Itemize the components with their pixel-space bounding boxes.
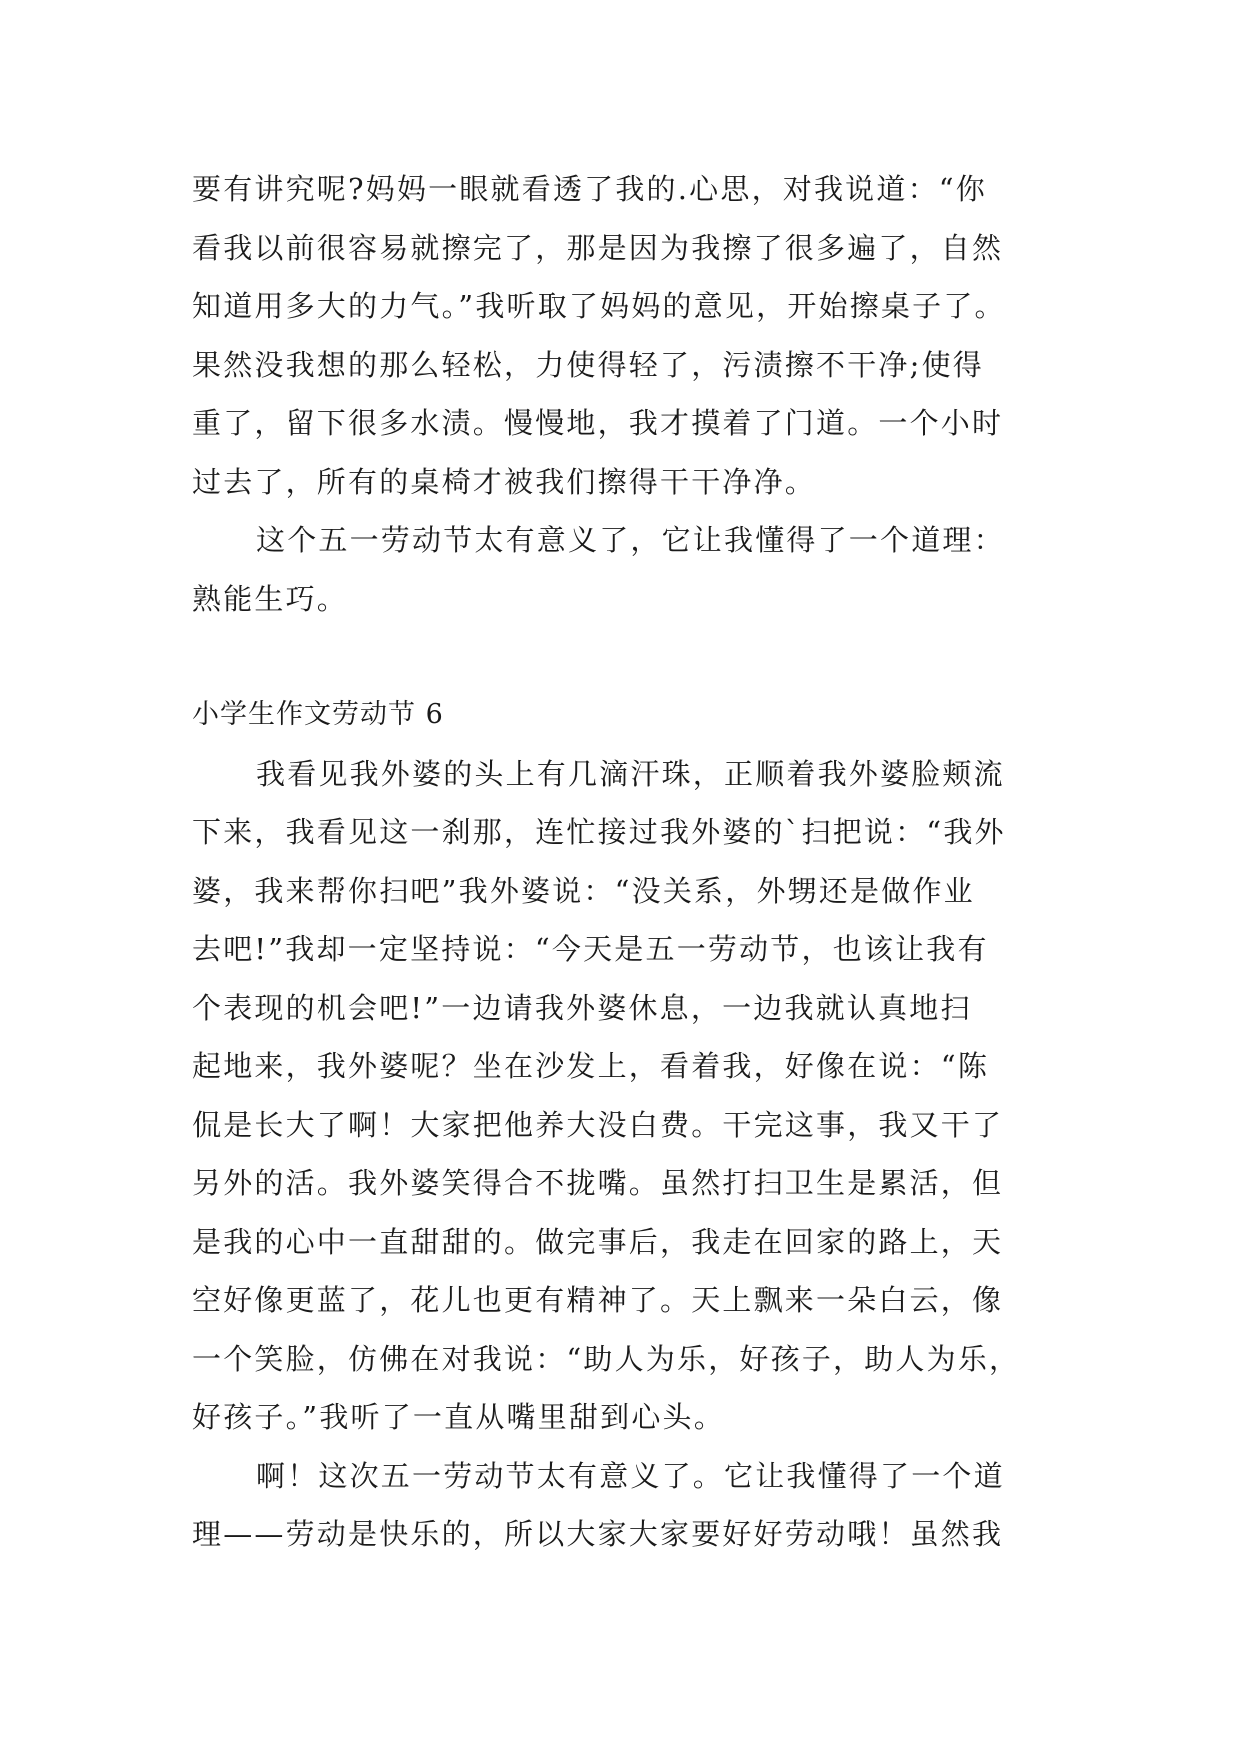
text-line: 婆，我来帮你扫吧”我外婆说：“没关系，外甥还是做作业 <box>192 873 975 908</box>
text-line: 知道用多大的力气。”我听取了妈妈的意见，开始擦桌子了。 <box>192 289 1006 323</box>
text-line: 侃是长大了啊！大家把他养大没白费。干完这事，我又干了 <box>192 1107 1004 1142</box>
text-line: 看我以前很容易就擦完了，那是因为我擦了很多遍了，自然 <box>192 230 1004 265</box>
text-line: 下来，我看见这一刹那，连忙接过我外婆的`扫把说：“我外 <box>192 815 1006 849</box>
document-page <box>192 160 1072 1564</box>
text-line: 这个五一劳动节太有意义了，它让我懂得了一个道理： <box>256 523 1005 557</box>
text-line: 个表现的机会吧!”一边请我外婆休息，一边我就认真地扫 <box>192 990 972 1025</box>
text-line: 理——劳动是快乐的，所以大家大家要好好劳动哦！虽然我 <box>192 1517 1004 1551</box>
section-heading: 小学生作文劳动节 6 <box>192 699 444 730</box>
text-line: 重了，留下很多水渍。慢慢地，我才摸着了门道。一个小时 <box>192 406 1004 440</box>
text-line: 果然没我想的那么轻松，力使得轻了，污渍擦不干净;使得 <box>192 347 984 382</box>
text-line: 起地来，我外婆呢？坐在沙发上，看着我，好像在说：“陈 <box>192 1049 990 1083</box>
paragraph-continued <box>192 160 1072 511</box>
text-line: 啊！这次五一劳动节太有意义了。它让我懂得了一个道 <box>256 1458 1005 1493</box>
paragraph-conclusion <box>192 511 1072 628</box>
text-line: 熟能生巧。 <box>192 581 349 616</box>
text-line: 要有讲究呢?妈妈一眼就看透了我的.心思，对我说道：“你 <box>192 172 987 206</box>
section-gap <box>192 628 1072 686</box>
text-line: 另外的活。我外婆笑得合不拢嘴。虽然打扫卫生是累活，但 <box>192 1166 1004 1200</box>
text-line: 去吧!”我却一定坚持说：“今天是五一劳动节，也该让我有 <box>192 932 989 966</box>
text-line: 好孩子。”我听了一直从嘴里甜到心头。 <box>192 1400 725 1434</box>
text-line: 我看见我外婆的头上有几滴汗珠，正顺着我外婆脸颊流 <box>256 756 1005 791</box>
text-line: 过去了，所有的桌椅才被我们擦得干干净净。 <box>192 464 817 499</box>
text-line: 空好像更蓝了，花儿也更有精神了。天上飘来一朵白云，像 <box>192 1283 1004 1317</box>
text-line: 一个笑脸，仿佛在对我说：“助人为乐，好孩子，助人为乐， <box>192 1341 1021 1376</box>
paragraph-essay-6 <box>192 745 1072 1447</box>
text-line: 是我的心中一直甜甜的。做完事后，我走在回家的路上，天 <box>192 1224 1004 1259</box>
paragraph-final <box>192 1447 1072 1564</box>
